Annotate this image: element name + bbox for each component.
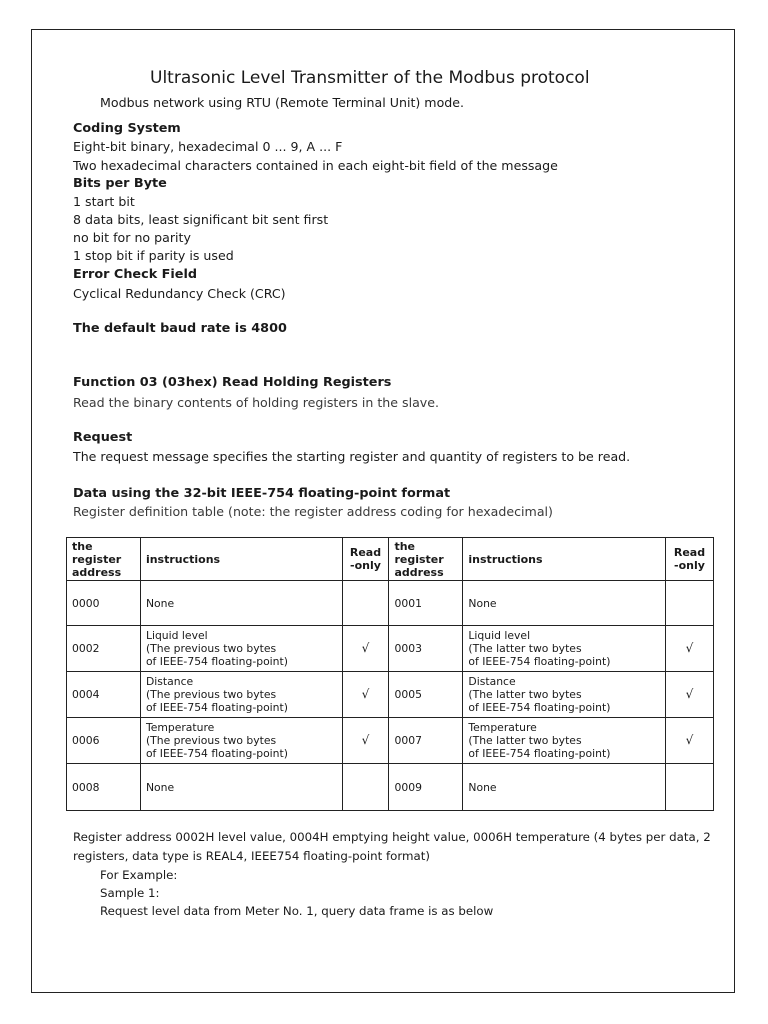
bits-heading: Bits per Byte bbox=[73, 176, 167, 191]
table-header-row bbox=[67, 538, 714, 581]
cell-address: 0004 bbox=[67, 672, 141, 718]
notes-line-2: registers, data type is REAL4, IEEE754 floating-point format) bbox=[73, 849, 430, 863]
error-heading: Error Check Field bbox=[73, 267, 198, 282]
cell-address: 0006 bbox=[67, 718, 141, 764]
cell-read-only: √ bbox=[665, 718, 713, 764]
table-row bbox=[67, 581, 714, 626]
cell-instruction: Temperature (The previous two bytes of IEEE-754 floating-point) bbox=[140, 718, 342, 764]
cell-address: 0005 bbox=[389, 672, 463, 718]
header-register-address-2: the register address bbox=[389, 538, 463, 581]
cell-instruction: Liquid level (The previous two bytes of IEEE-754 floating-point) bbox=[140, 626, 342, 672]
title-part-1: Ultrasonic Level Transmitter bbox=[150, 68, 389, 88]
cell-read-only: √ bbox=[665, 672, 713, 718]
coding-heading: Coding System bbox=[73, 121, 181, 136]
coding-line-2: Two hexadecimal characters contained in each eight-bit field of the message bbox=[73, 158, 558, 173]
cell-read-only bbox=[665, 581, 713, 626]
cell-read-only bbox=[342, 764, 389, 811]
cell-read-only bbox=[342, 581, 389, 626]
error-line: Cyclical Redundancy Check (CRC) bbox=[73, 286, 286, 301]
request-line: The request message specifies the starting register and quantity of registers to be read. bbox=[73, 449, 631, 464]
cell-read-only: √ bbox=[342, 718, 389, 764]
cell-instruction: None bbox=[463, 581, 666, 626]
title-part-2: of the bbox=[388, 68, 449, 88]
header-register-address: the register address bbox=[67, 538, 141, 581]
bits-line-4: 1 stop bit if parity is used bbox=[73, 248, 234, 263]
page-title bbox=[150, 68, 590, 88]
bits-line-1: 1 start bit bbox=[73, 194, 135, 209]
cell-address: 0007 bbox=[389, 718, 463, 764]
cell-address: 0000 bbox=[67, 581, 141, 626]
query-text: Request level data from Meter No. 1, query data frame is as below bbox=[100, 904, 494, 918]
cell-read-only: √ bbox=[342, 626, 389, 672]
intro-text: Modbus network using RTU (Remote Terminal Unit) mode. bbox=[100, 95, 465, 110]
cell-address: 0001 bbox=[389, 581, 463, 626]
title-part-3: Modbus protocol bbox=[448, 68, 590, 88]
coding-line-1: Eight-bit binary, hexadecimal 0 ... 9, A ... F bbox=[73, 139, 343, 154]
cell-instruction: None bbox=[463, 764, 666, 811]
header-instructions-2: instructions bbox=[463, 538, 666, 581]
table-row bbox=[67, 672, 714, 718]
header-read-only: Read -only bbox=[342, 538, 389, 581]
header-read-only-2: Read -only bbox=[665, 538, 713, 581]
bits-line-2: 8 data bits, least significant bit sent first bbox=[73, 212, 329, 227]
cell-instruction: Distance (The previous two bytes of IEEE-754 floating-point) bbox=[140, 672, 342, 718]
bits-line-3: no bit for no parity bbox=[73, 230, 191, 245]
cell-read-only bbox=[665, 764, 713, 811]
cell-address: 0008 bbox=[67, 764, 141, 811]
function-heading: Function 03 (03hex) Read Holding Registers bbox=[73, 375, 392, 390]
table-row bbox=[67, 764, 714, 811]
cell-read-only: √ bbox=[665, 626, 713, 672]
notes-line-1: Register address 0002H level value, 0004H emptying height value, 0006H temperature (4 bytes per data, 2 bbox=[73, 830, 711, 844]
cell-instruction: Temperature (The latter two bytes of IEEE-754 floating-point) bbox=[463, 718, 666, 764]
cell-read-only: √ bbox=[342, 672, 389, 718]
register-table bbox=[66, 537, 714, 811]
table-row bbox=[67, 718, 714, 764]
example-label: For Example: bbox=[100, 868, 178, 882]
cell-instruction: None bbox=[140, 581, 342, 626]
cell-address: 0009 bbox=[389, 764, 463, 811]
cell-address: 0002 bbox=[67, 626, 141, 672]
baud-rate-text: The default baud rate is 4800 bbox=[73, 321, 287, 336]
function-line: Read the binary contents of holding registers in the slave. bbox=[73, 395, 439, 410]
header-instructions: instructions bbox=[140, 538, 342, 581]
cell-instruction: Distance (The latter two bytes of IEEE-754 floating-point) bbox=[463, 672, 666, 718]
sample-label: Sample 1: bbox=[100, 886, 160, 900]
request-heading: Request bbox=[73, 430, 133, 445]
data-format-line: Register definition table (note: the register address coding for hexadecimal) bbox=[73, 504, 553, 519]
table-row bbox=[67, 626, 714, 672]
cell-instruction: Liquid level (The latter two bytes of IEEE-754 floating-point) bbox=[463, 626, 666, 672]
cell-instruction: None bbox=[140, 764, 342, 811]
cell-address: 0003 bbox=[389, 626, 463, 672]
data-format-heading: Data using the 32-bit IEEE-754 floating-point format bbox=[73, 486, 451, 501]
